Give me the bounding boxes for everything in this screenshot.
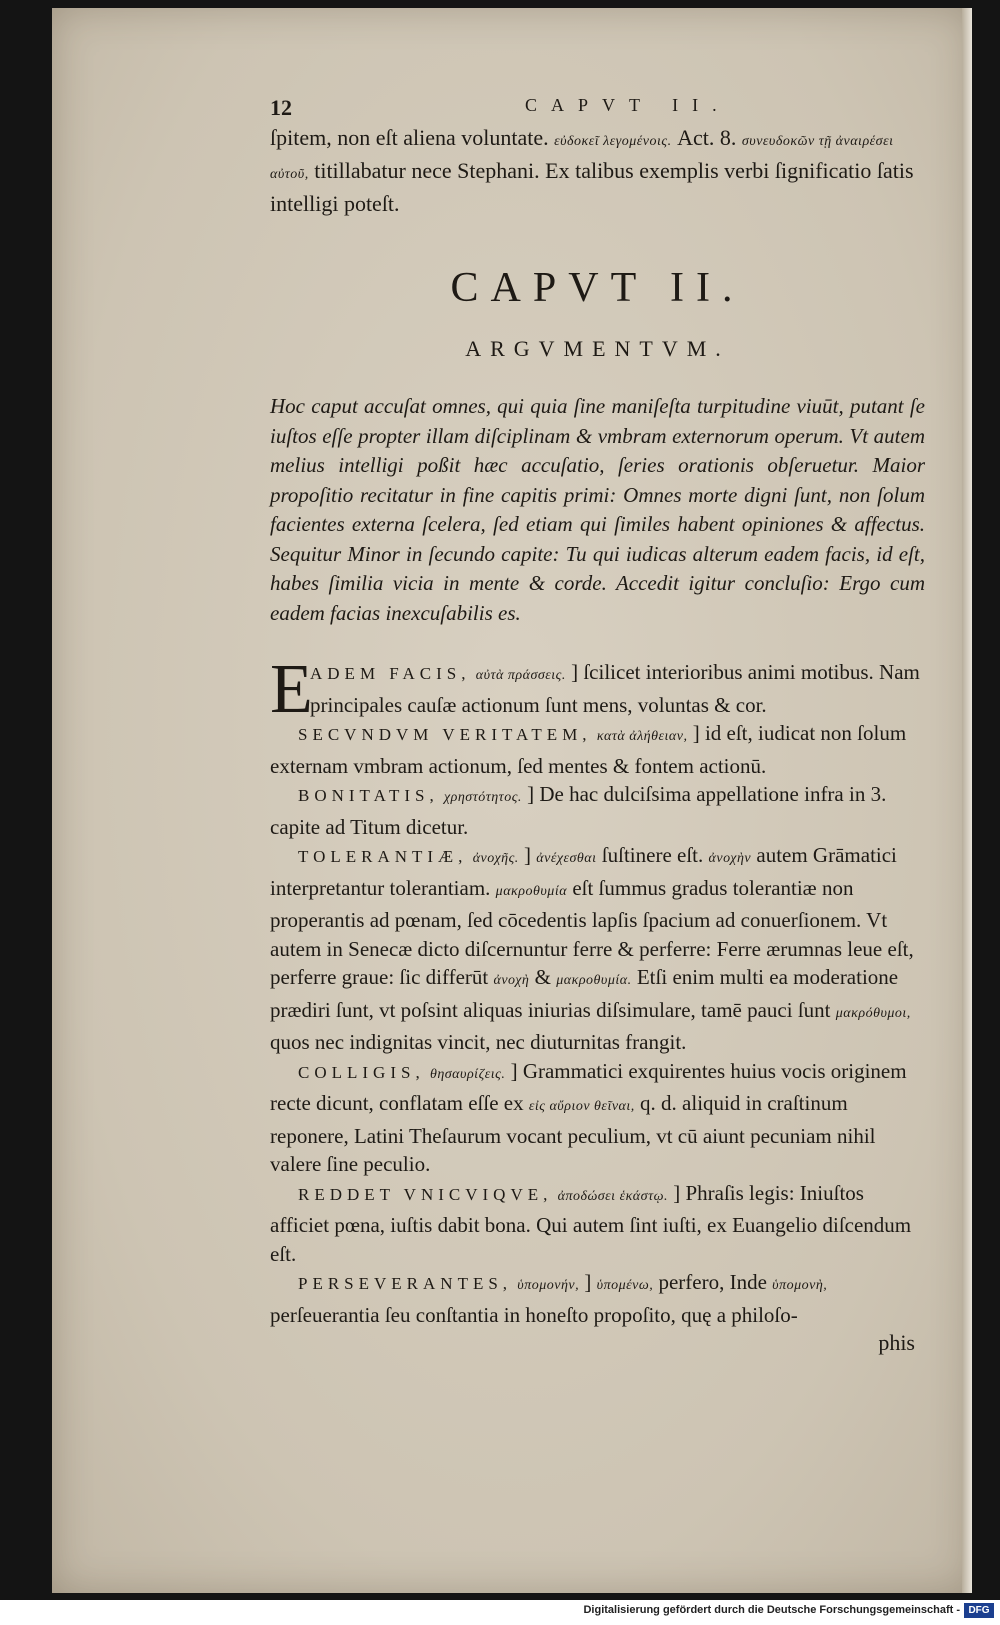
page-edge — [962, 8, 972, 1593]
greek-phrase: εὐδοκεῖ λεγομένοις. — [554, 134, 672, 149]
greek-phrase: συνευδοκῶν τῇ ἀναιρέσει αὐτοῦ, — [270, 134, 894, 182]
entry-text: autem Grāmatici interpretantur tolerantiam. — [270, 843, 897, 900]
entry-text: Etſi enim multi ea moderatione prædiri ſunt, vt poſsint aliquas iniurias diſsimulare, tamē pauci ſunt — [270, 965, 899, 1022]
lemma: PERSEVERANTES, — [298, 1274, 513, 1293]
lemma: BONITATIS, — [298, 786, 439, 805]
entry-text: perfero, Inde — [658, 1270, 773, 1294]
drop-cap: E — [270, 651, 313, 728]
greek-phrase: ἀνοχὴ — [493, 973, 530, 988]
greek-phrase: ἀποδώσει ἑκάστῳ. — [557, 1188, 668, 1204]
page-number: 12 — [270, 95, 292, 120]
greek-phrase: ἀνέχεσθαι — [536, 851, 597, 866]
entry-text: quos nec indignitas vincit, nec diuturnitas frangit. — [270, 1030, 687, 1054]
greek-phrase: ἀνοχὴν — [708, 851, 752, 866]
greek-phrase: μακρόθυμοι, — [835, 1005, 911, 1021]
entry-text: ] — [524, 843, 537, 867]
funding-credit: Digitalisierung gefördert durch die Deutsche Forschungsgemeinschaft - — [583, 1604, 960, 1616]
commentary-entry — [270, 1179, 925, 1269]
entry-text: ] Phraſis legis: Iniuſtos afficiet pœna, iuſtis dabit bona. Qui autem ſint iuſti, ex Euangelio diſcendum eſt. — [270, 1180, 912, 1266]
entry-text: ] ſcilicet interioribus animi motibus. Nam principales cauſæ actionum ſunt mens, voluntas & cor. — [310, 660, 920, 717]
lemma: REDDET VNICVIQVE, — [298, 1184, 553, 1204]
entry-text: ] Grammatici exquirentes huius vocis originem recte dicunt, conflatam eſſe ex — [270, 1058, 907, 1115]
entry-text: ] id eſt, iudicat non ſolum externam vmbram actionum, ſed mentes & fontem actionū. — [270, 721, 907, 778]
text-span: Act. 8. — [677, 125, 737, 150]
greek-phrase: ἀνοχῆς. — [472, 851, 519, 866]
page-content — [225, 95, 925, 1358]
chapter-title: CAPVT II. — [450, 265, 745, 311]
greek-phrase: ὑπομένω, — [596, 1278, 654, 1293]
dfg-logo[interactable]: DFG — [964, 1603, 994, 1618]
greek-phrase: κατὰ ἀλήθειαν, — [596, 729, 688, 744]
entry-text: q. d. aliquid in craſtinum reponere, Latini Theſaurum vocant peculium, vt cū aiunt pecuniam nihil valere ſine peculio. — [270, 1091, 876, 1176]
top-paragraph — [270, 123, 925, 218]
commentary-entry — [270, 1268, 925, 1329]
greek-phrase: μακροθυμία. — [556, 973, 632, 988]
greek-phrase: εἰς αὔριον θεῖναι, — [528, 1099, 635, 1114]
commentary-entry — [270, 719, 925, 780]
entry-text: & — [534, 965, 557, 989]
lemma: TOLERANTIÆ, — [298, 847, 468, 866]
commentary-entry — [270, 841, 925, 1057]
entry-text: ] De hac dulciſsima appellatione infra in 3. capite ad Titum dicetur. — [270, 782, 887, 839]
entry-text: eſt ſummus gradus tolerantiæ non properantis ad pœnam, ſed cōcedentis lapſis ſpacium ad conuerſionem. Vt autem in Senecæ dicto diſcernuntur ferre & perferre: Ferre ærumnas leue eſt, perferre graue: ſic differūt — [270, 875, 914, 989]
lemma: COLLIGIS, — [298, 1062, 425, 1082]
greek-phrase: αὐτὰ πράσσεις. — [475, 668, 566, 683]
argument-text: Hoc caput accuſat omnes, qui quia ſine maniſeſta turpitudine viuūt, putant ſe iuſtos eſſe propter illam diſciplinam & vmbram externorum operum. Vt autem melius intelligi poßit hæc accuſatio, ſeries orationis obſeruetur. Maior propoſitio recitatur in fine capitis primi: Omnes morte digni ſunt, non ſolum facientes externa ſcelera, ſed etiam qui ſimiles habent opiniones & affectus. Sequitur Minor in ſecundo capite: Tu qui iudicas alterum eadem facis, id eſt, habes ſimilia vicia in mente & corde. Accedit igitur concluſio: Ergo cum eadem facias inexcuſabilis es. — [270, 394, 925, 625]
commentary-entry — [270, 780, 925, 841]
entry-text: perſeuerantia ſeu conſtantia in honeſto propoſito, quę a philoſo- — [270, 1302, 798, 1327]
entry-text: ] — [584, 1270, 597, 1294]
running-title: CAPVT II. — [525, 95, 731, 115]
greek-phrase: χρηστότητος. — [443, 790, 522, 805]
commentary-entry — [270, 651, 925, 728]
greek-phrase: ὑπομονὴ, — [772, 1278, 828, 1293]
lemma: SECVNDVM VERITATEM, — [298, 725, 592, 744]
text-span: titillabatur nece Stephani. Ex talibus exemplis verbi ſignificatio ſatis intelligi poteſt. — [270, 158, 914, 216]
commentary-entry — [270, 1057, 925, 1179]
running-head — [225, 95, 925, 123]
lemma: ADEM FACIS, — [310, 664, 471, 683]
catchword: phis — [878, 1330, 915, 1355]
commentary — [270, 651, 925, 1358]
greek-phrase: θησαυρίζεις. — [429, 1066, 506, 1082]
greek-phrase: ὑπομονήν, — [517, 1278, 580, 1293]
greek-phrase: μακροθυμία — [495, 883, 568, 899]
text-span: ſpitem, non eſt aliena voluntate. — [270, 125, 549, 150]
footer-bar — [0, 1600, 1000, 1625]
argument-title: ARGVMENTVM. — [465, 336, 730, 361]
entry-text: ſuſtinere eſt. — [601, 843, 709, 867]
